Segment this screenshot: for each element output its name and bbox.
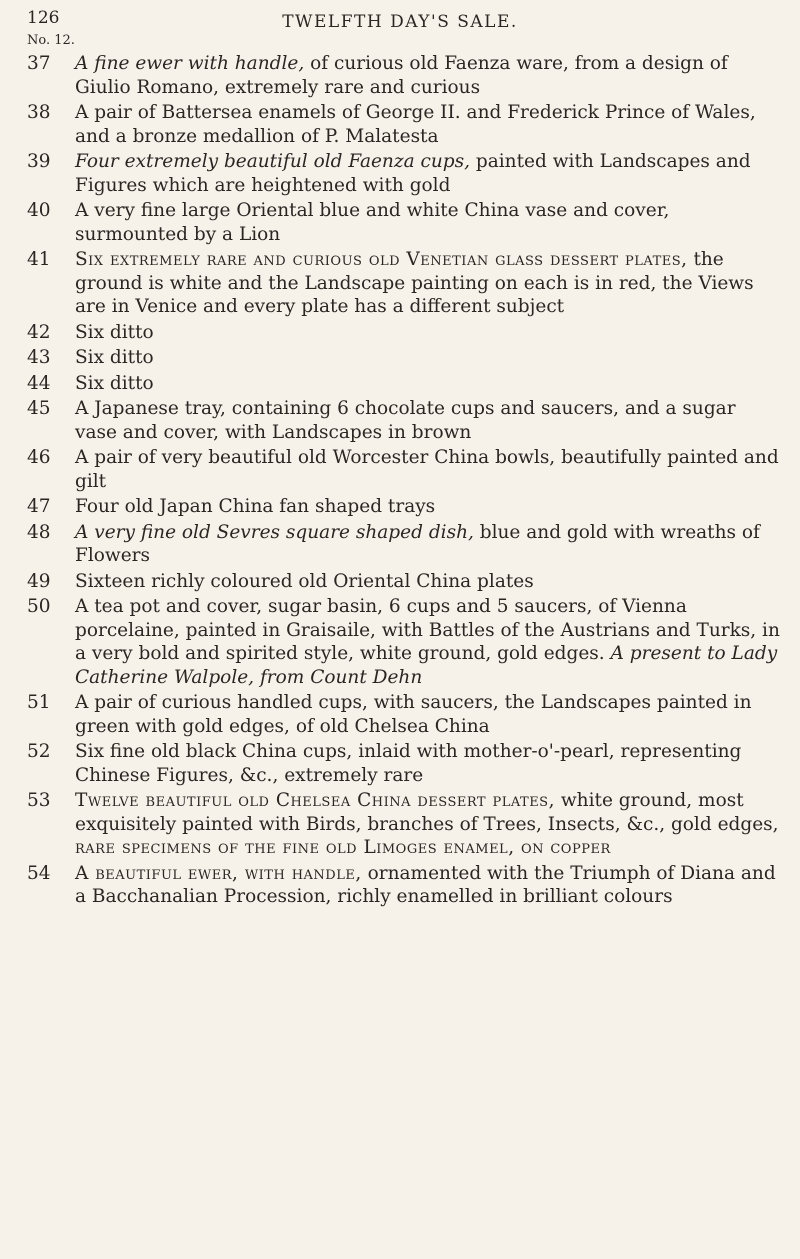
lot-number: 44	[27, 372, 51, 394]
lot-description	[75, 595, 787, 689]
lot-entry	[27, 446, 787, 493]
lot-entry	[27, 52, 787, 99]
lot-text-segment: Six extremely rare and curious old Venetian glass dessert plates,	[75, 249, 688, 270]
lot-entry	[27, 321, 787, 345]
column-label: No. 12.	[27, 33, 75, 48]
lot-text-segment: white ground, most exquisitely painted with Birds, branches of Trees, Insects, &c., gold edges,	[75, 790, 779, 835]
lot-description	[75, 321, 787, 345]
lot-description	[75, 740, 787, 787]
lot-text-segment: Four old Japan China fan shaped trays	[75, 496, 436, 517]
lot-text-segment: A very fine old Sevres square shaped dish,	[75, 521, 474, 543]
lot-number: 51	[27, 692, 51, 713]
lot-text-segment: rare specimens of the fine old Limoges enamel, on copper	[75, 837, 611, 858]
lot-description	[75, 248, 787, 319]
lot-number: 40	[27, 200, 51, 221]
lot-text-segment: ornamented with the Triumph of Diana and a Bacchanalian Procession, richly enamelled in brilliant colours	[75, 862, 776, 907]
lot-description	[75, 372, 787, 396]
lot-text-segment: A pair of curious handled cups, with saucers, the Landscapes painted in green with gold edges, of old Chelsea China	[75, 692, 752, 737]
lot-text-segment: painted with Landscapes and Figures which are heightened with gold	[75, 151, 751, 196]
lot-entry	[27, 150, 787, 197]
lot-description	[75, 346, 787, 370]
lot-description	[75, 862, 787, 909]
lot-entry	[27, 740, 787, 787]
lot-text-segment: A pair of very beautiful old Worcester China bowls, beautifully painted and gilt	[75, 447, 779, 492]
lot-text-segment: A tea pot and cover, sugar basin, 6 cups and 5 saucers, of Vienna porcelaine, painted in Graisaile, with Battles of the Austrians and Turks, in a very bold and spirited style, white ground, gold edges.	[75, 596, 780, 664]
lot-description	[75, 150, 787, 197]
lot-number: 47	[27, 496, 51, 517]
lot-description	[75, 397, 787, 444]
lot-text-segment: Twelve beautiful old Chelsea China dessert plates,	[75, 790, 555, 811]
lot-number: 37	[27, 53, 51, 74]
lot-text-segment: of curious old Faenza ware, from a design of Giulio Romano, extremely rare and curious	[75, 53, 728, 98]
lot-number: 39	[27, 151, 51, 172]
lot-text-segment: A very fine large Oriental blue and white China vase and cover, surmounted by a Lion	[75, 200, 670, 245]
page-number: 126	[27, 8, 60, 28]
lot-number: 45	[27, 398, 51, 419]
lot-text-segment: Six ditto	[75, 321, 154, 343]
lot-description	[75, 495, 787, 519]
lot-entry	[27, 595, 787, 689]
lot-entry	[27, 397, 787, 444]
running-head: TWELFTH DAY'S SALE.	[282, 12, 518, 32]
lot-description	[75, 521, 787, 568]
lot-text-segment: A pair of Battersea enamels of George II. and Frederick Prince of Wales, and a bronze medallion of P. Malatesta	[75, 102, 756, 147]
lot-number: 49	[27, 570, 51, 592]
lot-text-segment: Six ditto	[75, 372, 154, 394]
lot-description	[75, 101, 787, 148]
lot-text-segment: the ground is white and the Landscape painting on each is in red, the Views are in Venice and every plate has a different subject	[75, 249, 754, 317]
lot-number: 42	[27, 321, 51, 343]
lot-entry	[27, 521, 787, 568]
lot-text-segment: Sixteen richly coloured old Oriental China plates	[75, 570, 534, 592]
lot-entry	[27, 372, 787, 396]
lot-entry	[27, 101, 787, 148]
lot-description	[75, 570, 787, 594]
lot-text-segment: blue and gold with wreaths of Flowers	[75, 521, 760, 566]
lot-entry	[27, 570, 787, 594]
lot-list	[27, 52, 787, 911]
lot-text-segment: Six fine old black China cups, inlaid with mother-o'-pearl, representing Chinese Figures, &c., extremely rare	[75, 741, 742, 786]
lot-number: 52	[27, 741, 51, 762]
lot-text-segment: A Japanese tray, containing 6 chocolate cups and saucers, and a sugar vase and cover, with Landscapes in brown	[75, 398, 736, 443]
lot-text-segment: A present to Lady Catherine Walpole, from Count Dehn	[75, 643, 778, 688]
lot-description	[75, 446, 787, 493]
lot-entry	[27, 248, 787, 319]
lot-number: 43	[27, 347, 51, 368]
lot-number: 46	[27, 447, 51, 468]
lot-number: 50	[27, 596, 51, 617]
lot-number: 48	[27, 521, 51, 543]
lot-number: 41	[27, 249, 51, 270]
lot-entry	[27, 862, 787, 909]
lot-number: 38	[27, 102, 51, 123]
lot-text-segment: Six ditto	[75, 347, 154, 368]
lot-text-segment: A beautiful ewer, with handle,	[75, 862, 362, 884]
lot-number: 54	[27, 862, 51, 884]
lot-number: 53	[27, 790, 51, 811]
lot-description	[75, 691, 787, 738]
lot-entry	[27, 789, 787, 860]
lot-description	[75, 789, 787, 860]
lot-text-segment: A fine ewer with handle,	[75, 53, 305, 74]
lot-entry	[27, 199, 787, 246]
lot-text-segment: Four extremely beautiful old Faenza cups,	[75, 151, 470, 172]
lot-entry	[27, 495, 787, 519]
lot-description	[75, 52, 787, 99]
lot-entry	[27, 691, 787, 738]
lot-entry	[27, 346, 787, 370]
lot-description	[75, 199, 787, 246]
